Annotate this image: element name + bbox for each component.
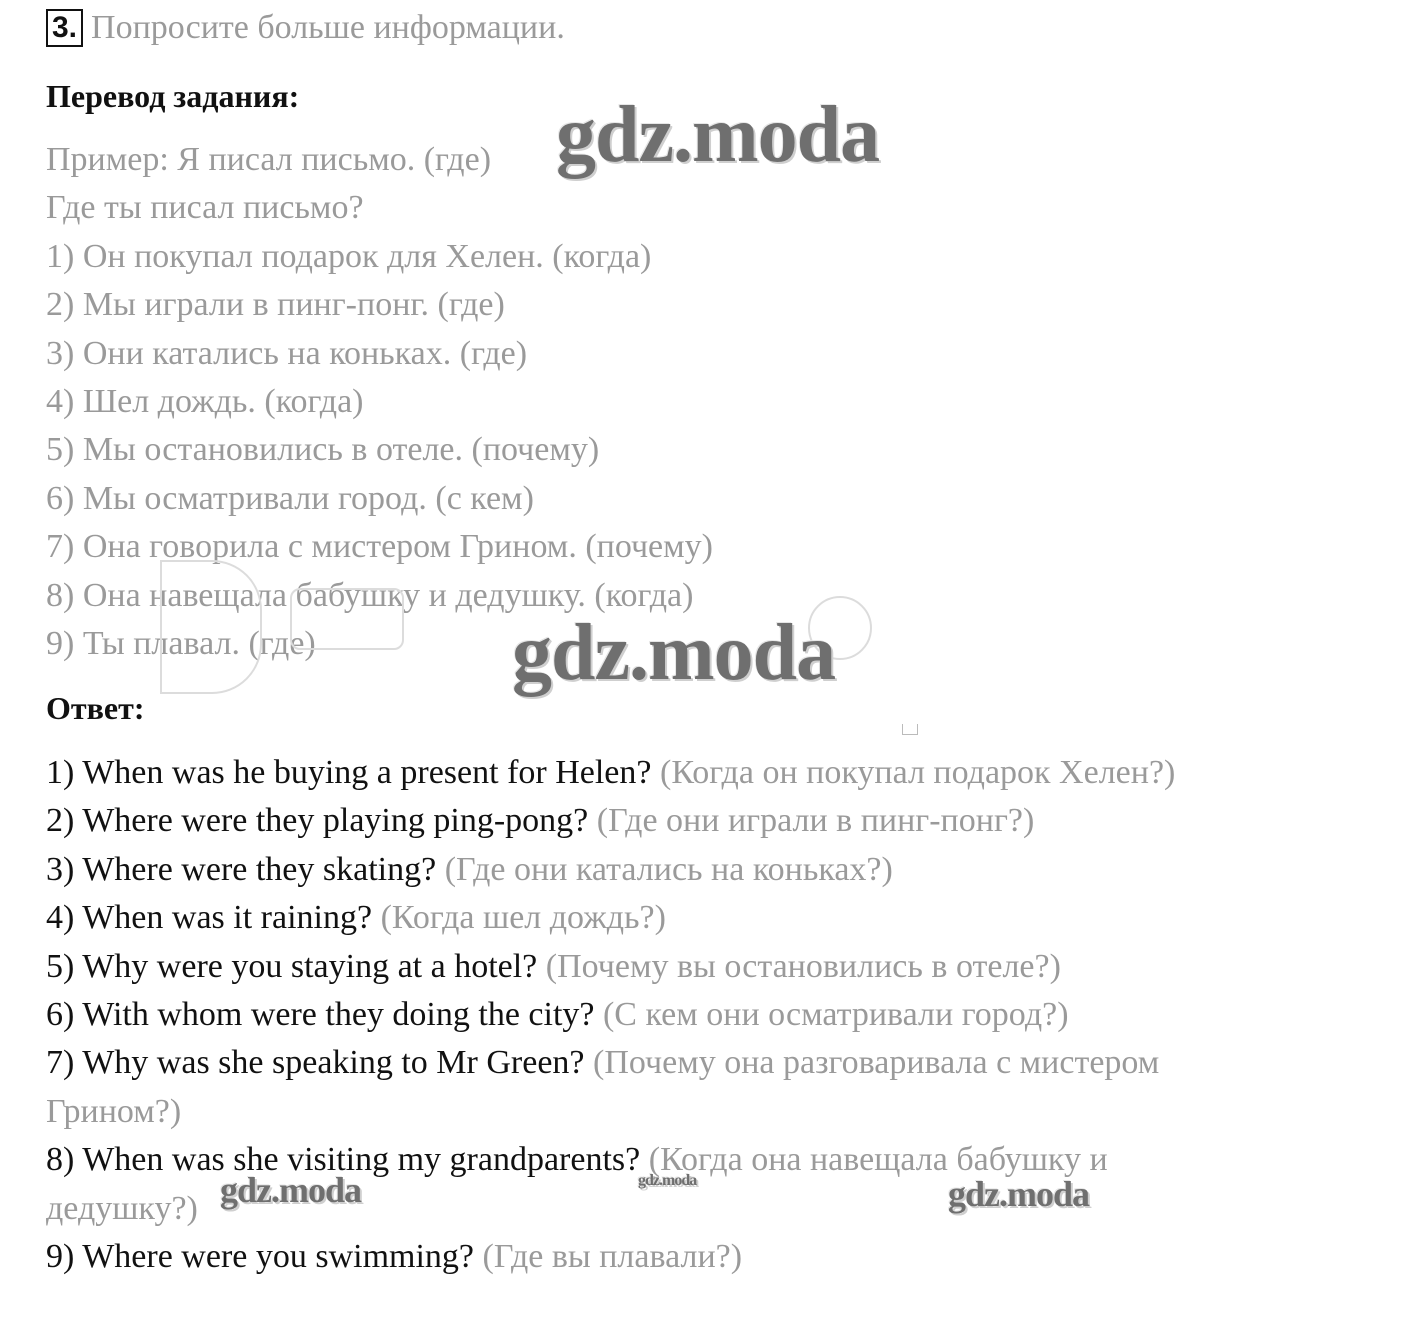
answer-russian-continuation: дедушку?) bbox=[46, 1189, 198, 1227]
answer-english: 1) When was he buying a present for Helen? bbox=[46, 754, 652, 791]
answer-english: 4) When was it raining? bbox=[46, 899, 373, 937]
small-bracket-mark bbox=[902, 724, 918, 735]
answer-item bbox=[46, 797, 1175, 845]
task-item: 4) Шел дождь. (когда) bbox=[46, 383, 364, 421]
example-answer-line: Где ты писал письмо? bbox=[46, 189, 364, 227]
answer-english: 8) When was she visiting my grandparents? bbox=[46, 1141, 641, 1179]
watermark-logo: gdz.moda bbox=[556, 91, 880, 179]
watermark-logo: gdz.moda bbox=[638, 1172, 697, 1189]
watermark-logo: gdz.moda bbox=[220, 1170, 362, 1210]
task-item: 2) Мы играли в пинг-понг. (где) bbox=[46, 286, 505, 324]
example-line: Пример: Я писал письмо. (где) bbox=[46, 141, 492, 178]
answer-russian: (Почему она разговаривала с мистером bbox=[593, 1044, 1160, 1082]
answer-russian: (Когда он покупал подарок Хелен?) bbox=[660, 754, 1176, 791]
answer-english: 7) Why was she speaking to Mr Green? bbox=[46, 1044, 585, 1082]
answer-russian: (Когда она навещала бабушку и bbox=[648, 1141, 1108, 1179]
task-item: 1) Он покупал подарок для Хелен. (когда) bbox=[46, 237, 652, 275]
watermark-logo: gdz.moda bbox=[948, 1174, 1090, 1214]
answer-item bbox=[46, 894, 1175, 942]
answer-heading: Ответ: bbox=[46, 690, 145, 726]
answer-item bbox=[46, 1233, 1175, 1281]
answer-english: 3) Where were they skating? bbox=[46, 850, 437, 888]
exercise-instruction: Попросите больше информации. bbox=[91, 9, 565, 46]
task-item: 5) Мы остановились в отеле. (почему) bbox=[46, 431, 600, 469]
answer-russian: (Когда шел дождь?) bbox=[380, 899, 666, 937]
answer-item bbox=[46, 1039, 1175, 1087]
translation-block bbox=[46, 136, 713, 668]
answer-english: 2) Where were they playing ping-pong? bbox=[46, 802, 589, 840]
answer-item bbox=[46, 943, 1175, 991]
exercise-header bbox=[46, 8, 565, 48]
task-item: 7) Она говорила с мистером Грином. (почему) bbox=[46, 528, 713, 566]
watermark-logo: gdz.moda bbox=[512, 609, 836, 697]
answer-russian: (Где они катались на коньках?) bbox=[444, 850, 893, 888]
answer-english: 9) Where were you swimming? bbox=[46, 1238, 475, 1276]
answer-russian: (Где они играли в пинг-понг?) bbox=[596, 802, 1035, 840]
answer-item bbox=[46, 991, 1175, 1039]
translation-heading: Перевод задания: bbox=[46, 78, 300, 114]
answer-item bbox=[46, 846, 1175, 894]
task-item: 6) Мы осматривали город. (с кем) bbox=[46, 479, 534, 517]
answer-russian: (Где вы плавали?) bbox=[482, 1238, 743, 1276]
answer-russian: (С кем они осматривали город?) bbox=[602, 996, 1069, 1034]
answer-english: 6) With whom were they doing the city? bbox=[46, 996, 595, 1034]
answer-russian: (Почему вы остановились в отеле?) bbox=[545, 947, 1061, 985]
task-item: 9) Ты плавал. (где) bbox=[46, 625, 316, 663]
answer-english: 5) Why were you staying at a hotel? bbox=[46, 947, 538, 985]
task-item: 8) Она навещала бабушку и дедушку. (когда) bbox=[46, 576, 694, 614]
answer-item bbox=[46, 749, 1175, 797]
task-item: 3) Они катались на коньках. (где) bbox=[46, 334, 528, 372]
exercise-number: 3. bbox=[46, 9, 83, 47]
answer-russian-continuation: Грином?) bbox=[46, 1092, 182, 1130]
